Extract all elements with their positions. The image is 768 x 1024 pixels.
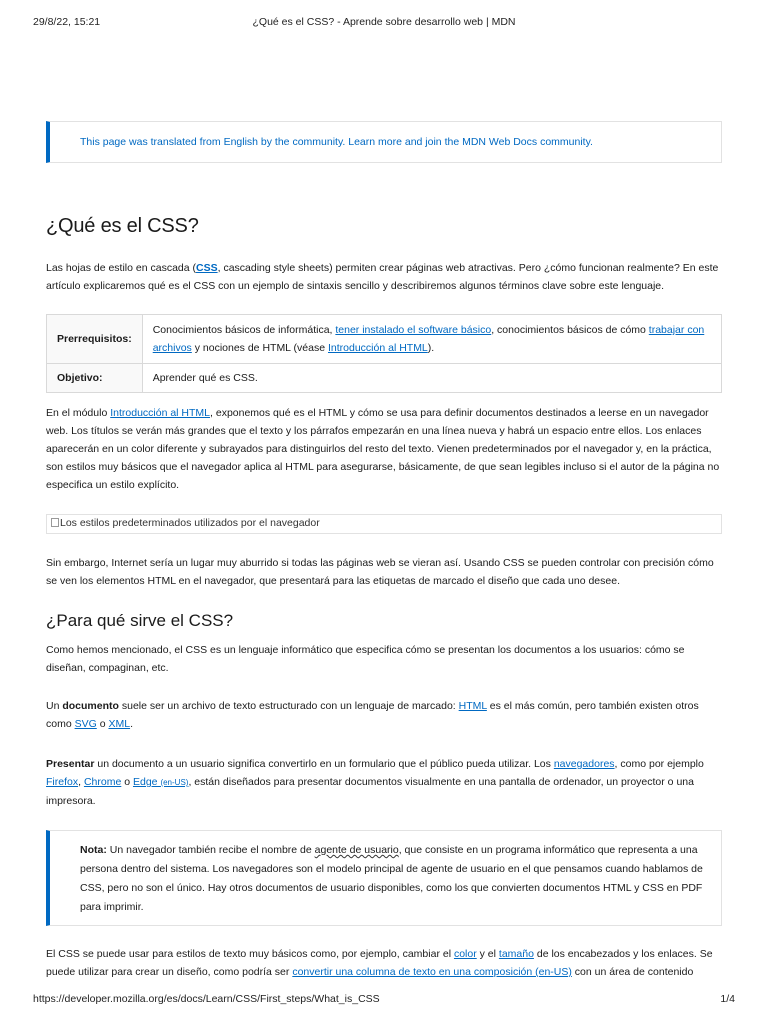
text-span: , cascading style sheets) permiten crear páginas web atractivas. Pero ¿cómo funcionan realmente? En este artículo explicaremos qué es el CSS con un ejemplo de sintaxis sencillo y describiremos algunos términos clave sobre este lenguaje. xyxy=(46,262,719,292)
section-heading-purpose: ¿Para qué sirve el CSS? xyxy=(46,611,234,630)
prereq-value xyxy=(142,315,721,364)
text-span: suele ser un archivo de texto estructurado con un lenguaje de marcado: xyxy=(118,700,459,712)
note-text xyxy=(80,841,710,917)
print-page-title: ¿Qué es el CSS? - Aprende sobre desarrollo web | MDN xyxy=(252,16,516,28)
page-number: 1/4 xyxy=(720,993,735,1005)
text-span: , xyxy=(78,776,84,788)
text-span: , como por ejemplo xyxy=(614,758,704,770)
text-span: Un xyxy=(46,700,63,712)
xml-link[interactable]: XML xyxy=(108,718,131,730)
svg-link[interactable]: SVG xyxy=(74,718,97,730)
objective-label: Objetivo: xyxy=(47,364,143,393)
text-span: , conocimientos básicos de cómo xyxy=(491,324,649,336)
edge-link-text: Edge xyxy=(132,776,158,788)
print-url: https://developer.mozilla.org/es/docs/Learn/CSS/First_steps/What_is_CSS xyxy=(33,993,380,1005)
translation-notice xyxy=(46,121,722,163)
translation-notice-link[interactable]: This page was translated from English by the community. Learn more and join the MDN Web Docs community. xyxy=(80,136,593,148)
text-span: o xyxy=(121,776,133,788)
firefox-link[interactable]: Firefox xyxy=(46,776,79,788)
document-paragraph xyxy=(46,697,722,733)
print-header xyxy=(33,16,735,30)
module-paragraph xyxy=(46,404,722,494)
table-row xyxy=(47,315,722,364)
note-callout xyxy=(46,830,722,926)
print-datetime: 29/8/22, 15:21 xyxy=(33,16,101,28)
last-paragraph xyxy=(46,945,722,981)
install-software-link[interactable]: tener instalado el software básico xyxy=(335,324,492,336)
color-link[interactable]: color xyxy=(453,948,477,960)
user-agent-term: agente de usuario xyxy=(314,844,399,856)
text-span: Un navegador también recibe el nombre de xyxy=(106,844,315,856)
default-styles-image xyxy=(46,514,722,534)
text-span: , que consiste en un programa informático que representa a una persona dentro del sistema. Los navegadores son el modelo principal de agente de usuario en el que pensamos cuando hablamos de CSS, pero no son el único. Hay otros documentos de usuario disponibles, como los que convierten documentos HTML y CSS en PDF para imprimir. xyxy=(80,844,703,913)
text-span: o xyxy=(96,718,109,730)
text-span: es el más común, pero también existen otros como xyxy=(46,700,699,730)
image-alt-text: Los estilos predeterminados utilizados por el navegador xyxy=(60,517,320,529)
intro-html-link[interactable]: Introducción al HTML xyxy=(327,342,428,354)
prereq-label: Prerrequisitos: xyxy=(47,315,143,364)
text-span: . xyxy=(130,718,133,730)
text-span: con un área de contenido xyxy=(571,966,694,978)
browsers-link[interactable]: navegadores xyxy=(553,758,615,770)
edge-lang-tag: (en-US) xyxy=(160,778,189,787)
text-span: y el xyxy=(476,948,499,960)
purpose-paragraph: Como hemos mencionado, el CSS es un lenguaje informático que especifica cómo se presentan los documentos a los usuarios: cómo se diseñan, compaginan, etc. xyxy=(46,644,685,674)
text-span: , exponemos qué es el HTML y cómo se usa para definir documentos destinados a leerse en un navegador web. Los títulos se verán más grandes que el texto y los párrafos empezarán en una línea nueva y habrá un espacio entre ellos. Los enlaces aparecerán en un color diferente y subrayados para distinguirlos del resto del texto. Vienen predeterminados por el navegador y, en la práctica, son estilos muy básicos que el navegador aplica al HTML para asegurarse, básicamente, de que sean legibles incluso si el autor de la página no especifica un estilo explícito. xyxy=(46,407,720,491)
article-title: ¿Qué es el CSS? xyxy=(46,215,199,237)
intro-html-link[interactable]: Introducción al HTML xyxy=(110,407,211,419)
text-span: En el módulo xyxy=(46,407,111,419)
bold-term: documento xyxy=(62,700,119,712)
text-span: Conocimientos básicos de informática, xyxy=(152,324,336,336)
bold-term: Presentar xyxy=(46,758,95,770)
table-row xyxy=(47,364,722,393)
broken-image-icon xyxy=(51,518,59,527)
working-with-files-link[interactable]: trabajar con archivos xyxy=(152,324,705,354)
text-span: ). xyxy=(427,342,435,354)
font-size-link[interactable]: tamaño xyxy=(498,948,534,960)
css-link[interactable]: CSS xyxy=(196,262,218,274)
text-span: un documento a un usuario significa convertirlo en un formulario que el público pueda utilizar. Los xyxy=(94,758,554,770)
html-link[interactable]: HTML xyxy=(458,700,487,712)
objective-value: Aprender qué es CSS. xyxy=(142,364,721,393)
present-paragraph xyxy=(46,755,722,810)
text-span: El CSS se puede usar para estilos de texto muy básicos como, por ejemplo, cambiar el xyxy=(46,948,454,960)
boring-paragraph: Sin embargo, Internet sería un lugar muy aburrido si todas las páginas web se vieran así. Usando CSS se pueden controlar con precisión cómo se ven los elementos HTML en el navegador, que presentará para las etiquetas de marcado el diseño que cada uno desee. xyxy=(46,557,714,587)
text-span: de los encabezados y los enlaces. Se puede utilizar para crear un diseño, como podría ser xyxy=(46,948,713,978)
intro-paragraph xyxy=(46,259,722,295)
text-span: , están diseñados para presentar documentos visualmente en una pantalla de ordenador, un proyector o una impresora. xyxy=(46,776,694,807)
note-label: Nota: xyxy=(80,844,107,856)
text-span: Las hojas de estilo en cascada ( xyxy=(46,262,197,274)
column-layout-link[interactable]: convertir una columna de texto en una composición (en-US) xyxy=(292,966,572,978)
text-span: y nociones de HTML (véase xyxy=(191,342,328,354)
prerequisites-table xyxy=(46,314,722,393)
edge-link[interactable] xyxy=(133,776,188,788)
chrome-link[interactable]: Chrome xyxy=(83,776,122,788)
